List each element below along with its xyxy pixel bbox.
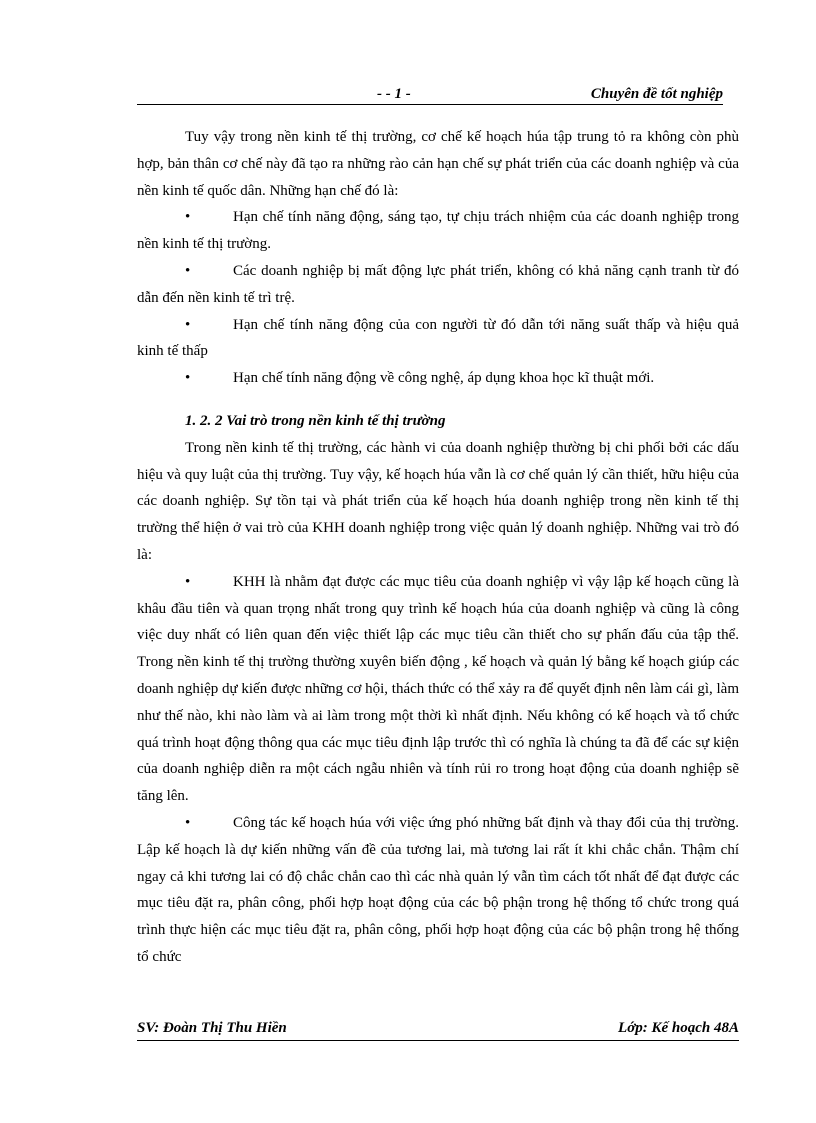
- header-title: Chuyên đề tốt nghiệp: [590, 86, 723, 102]
- list-item-text: Hạn chế tính năng động của con người từ đó dẫn tới năng suất thấp và hiệu quả kinh tế thấp: [137, 316, 739, 360]
- section-heading: 1. 2. 2 Vai trò trong nền kinh tế thị trường: [185, 412, 446, 429]
- list-item: [137, 365, 739, 392]
- list-item-text: Các doanh nghiệp bị mất động lực phát triển, không có khả năng cạnh tranh từ đó dẫn đến nền kinh tế trì trệ.: [137, 262, 739, 306]
- list-item-text: Hạn chế tính năng động, sáng tạo, tự chịu trách nhiệm của các doanh nghiệp trong nền kinh tế thị trường.: [137, 209, 739, 253]
- bullet-icon: •: [185, 316, 191, 333]
- intro-paragraph: Tuy vậy trong nền kinh tế thị trường, cơ chế kế hoạch húa tập trung tỏ ra không còn phù hợp, bản thân cơ chế này đã tạo ra những rào cản hạn chế sự phát triển của các doanh nghiệp và của nền kinh tế quốc dân. Những hạn chế đó là:: [137, 129, 739, 199]
- list-item-text: KHH là nhằm đạt được các mục tiêu của doanh nghiệp vì vậy lập kế hoạch cũng là khâu đầu tiên và quan trọng nhất trong quy trình kế hoạch húa của doanh nghiệp và cũng là công việc duy nhất có liên quan đến việc thiết lập các mục tiêu cần thiết cho sự phấn đấu của tập thể. Trong nền kinh tế thị trường thường xuyên biến động , kế hoạch và quản lý bằng kế hoạch giúp các doanh nghiệp dự kiến được những cơ hội, thách thức có thể xảy ra để quyết định nên làm cái gì, làm như thế nào, khi nào làm và ai làm trong một thời kì nhất định. Nếu không có kế hoạch và tổ chức quá trình hoạt động thông qua các mục tiêu định lập trước thì có nghĩa là chúng ta đã để các sự kiện của doanh nghiệp diễn ra một cách ngẫu nhiên và tính rủi ro trong hoạt động của doanh nghiệp sẽ tăng lên.: [137, 573, 739, 805]
- list-item-text: Hạn chế tính năng động về công nghệ, áp dụng khoa học kĩ thuật mới.: [233, 370, 655, 387]
- list-item: [137, 569, 739, 810]
- list-item: [137, 312, 739, 366]
- list-item: [137, 258, 739, 312]
- bullet-icon: •: [185, 209, 191, 226]
- student-name: SV: Đoàn Thị Thu Hiền: [137, 1020, 287, 1036]
- bullet-icon: •: [185, 262, 191, 279]
- page-header: [137, 84, 723, 105]
- section-intro-paragraph: Trong nền kinh tế thị trường, các hành vi của doanh nghiệp thường bị chi phối bởi các dấu hiệu và quy luật của thị trường. Tuy vậy, kế hoạch húa vẫn là cơ chế quản lý cần thiết, hữu hiệu của các doanh nghiệp. Sự tồn tại và phát triển của kế hoạch húa doanh nghiệp trong nền kinh tế thị trường thể hiện ở vai trò của KHH doanh nghiệp trong việc quản lý doanh nghiệp. Những vai trò đó là:: [137, 439, 739, 563]
- bullet-icon: •: [185, 573, 191, 590]
- page-footer: [137, 1020, 739, 1041]
- page-content: [137, 124, 739, 971]
- list-item: [137, 810, 739, 971]
- list-item: [137, 204, 739, 258]
- list-item-text: Công tác kế hoạch húa với việc ứng phó những bất định và thay đổi của thị trường. Lập kế hoạch là dự kiến những vấn đề của tương lai, mà tương lai rất ít khi chắc chắn. Thậm chí ngay cả khi tương lai có độ chắc chắn cao thì các nhà quản lý vẫn tìm cách tốt nhất để đạt được các mục tiêu đặt ra, phân công, phối hợp hoạt động của các bộ phận trong hệ thống tổ chức trong quá trình thực hiện các mục tiêu đặt ra, phân công, phối hợp hoạt động của các bộ phận trong hệ thống tổ chức: [137, 814, 739, 965]
- class-name: Lớp: Kế hoạch 48A: [618, 1020, 739, 1036]
- page-number: - - 1 -: [377, 86, 411, 102]
- bullet-icon: •: [185, 814, 191, 831]
- bullet-icon: •: [185, 370, 191, 387]
